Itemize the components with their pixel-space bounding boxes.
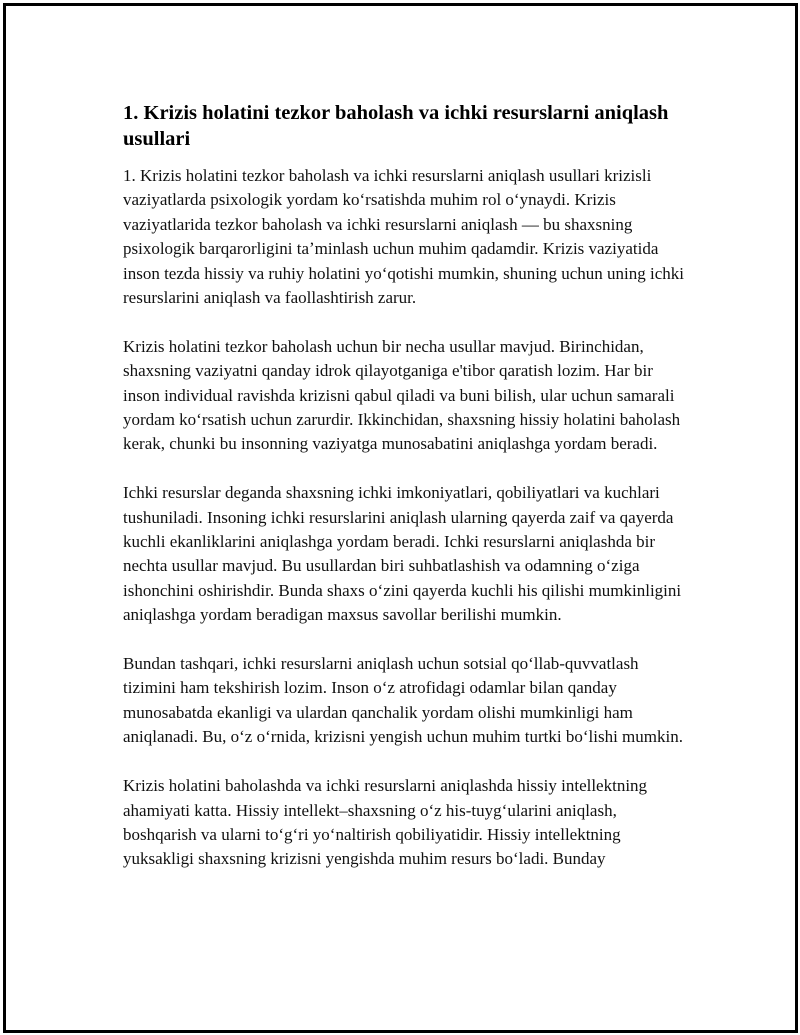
paragraph-4: Bundan tashqari, ichki resurslarni aniqlash uchun sotsial qoʻllab-quvvatlash tizimini ham tekshirish lozim. Inson oʻz atrofidagi odamlar bilan qanday munosabatda ekanligi va ulardan qanchalik yordam olishi mumkinligi ham aniqlanadi. Bu, oʻz oʻrnida, krizisni yengish uchun muhim turtki boʻlishi mumkin. — [123, 654, 683, 747]
document-body — [123, 100, 693, 896]
paragraph-2: Krizis holatini tezkor baholash uchun bir necha usullar mavjud. Birinchidan, shaxsning vaziyatni qanday idrok qilayotganiga e'tibor qaratish lozim. Har bir inson individual ravishda krizisni qabul qiladi va buni bilish, ular uchun samarali yordam koʻrsatish uchun zarurdir. Ikkinchidan, shaxsning hissiy holatini baholash kerak, chunki bu insonning vaziyatga munosabatini aniqlashga yordam beradi. — [123, 336, 681, 454]
paragraph-3: Ichki resurslar deganda shaxsning ichki imkoniyatlari, qobiliyatlari va kuchlari tushuniladi. Insoning ichki resurslarini aniqlash ularning qayerda zaif va qayerda kuchli ekanliklarini aniqlashga yordam beradi. Ichki resurslarni aniqlashda bir nechta usullar mavjud. Bu usullardan biri suhbatlashish va odamning oʻziga ishonchini oshirishdir. Bunda shaxs oʻzini qayerda kuchli his qilishi mumkinligini aniqlashga yordam beradigan maxsus savollar berilishi mumkin. — [123, 483, 682, 625]
paragraph-1: 1. Krizis holatini tezkor baholash va ichki resurslarni aniqlash usullari krizisli vaziyatlarda psixologik yordam koʻrsatishda muhim rol oʻynaydi. Krizis vaziyatlarida tezkor baholash va ichki resurslarni aniqlash — bu shaxsning psixologik barqarorligini taʼminlash uchun muhim qadamdir. Krizis vaziyatida inson tezda hissiy va ruhiy holatini yoʻqotishi mumkin, shuning uchun uning ichki resurslarini aniqlash va faollashtirish zarur. — [123, 166, 684, 308]
section-heading: 1. Krizis holatini tezkor baholash va ichki resurslarni aniqlash usullari — [123, 102, 669, 150]
paragraph-5: Krizis holatini baholashda va ichki resurslarni aniqlashda hissiy intellektning ahamiyati katta. Hissiy intellekt–shaxsning oʻz his-tuygʻularini aniqlash, boshqarish va ularni toʻgʻri yoʻnaltirish qobiliyatidir. Hissiy intellektning yuksakligi shaxsning krizisni yengishda muhim resurs boʻladi. Bunday — [123, 776, 648, 869]
page-frame — [3, 3, 798, 1033]
